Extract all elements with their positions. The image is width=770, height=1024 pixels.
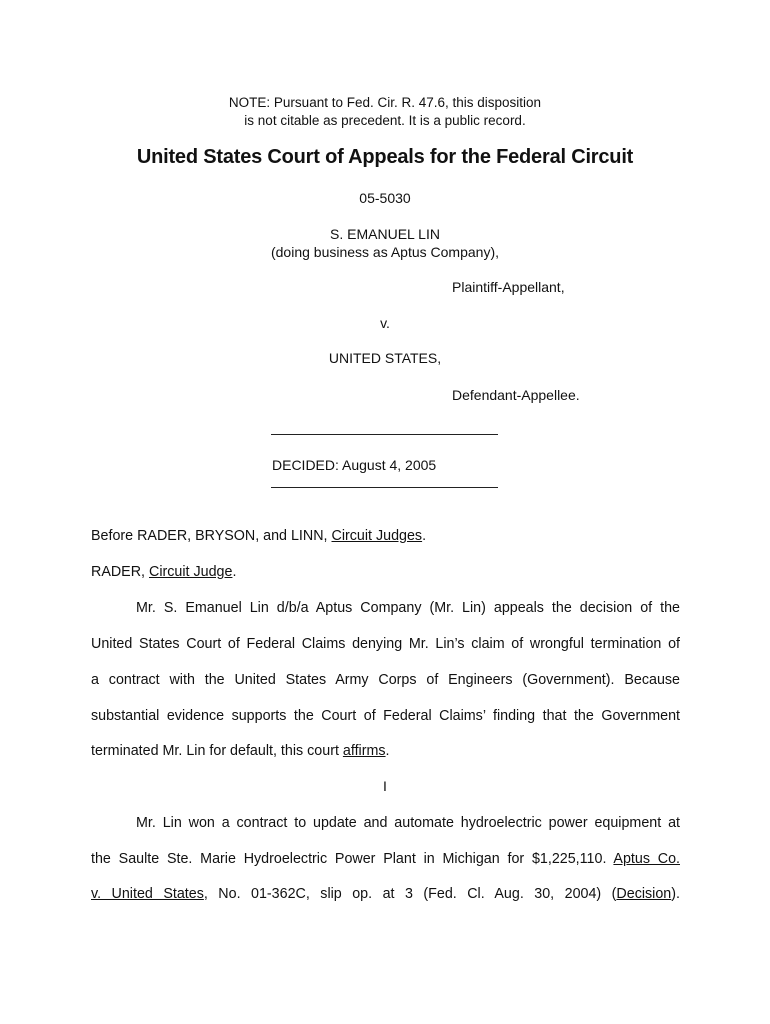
appellee-role: Defendant-Appellee. xyxy=(452,387,580,403)
versus: v. xyxy=(380,315,390,331)
decided-date: DECIDED: August 4, 2005 xyxy=(272,457,437,473)
para2-line-1: Mr. Lin won a contract to update and automate hydroelectric power equipment at xyxy=(136,815,680,831)
section-heading: I xyxy=(383,778,387,794)
para1-line-1: Mr. S. Emanuel Lin d/b/a Aptus Company (Mr. Lin) appeals the decision of the xyxy=(136,600,680,616)
author-line: RADER, Circuit Judge. xyxy=(91,564,237,580)
court-name: United States Court of Appeals for the Federal Circuit xyxy=(136,146,634,168)
para2-line-3: v. United States, No. 01-362C, slip op. at 3 (Fed. Cl. Aug. 30, 2004) (Decision). xyxy=(91,886,680,902)
note-line-2: is not citable as precedent. It is a public record. xyxy=(244,113,526,128)
divider-bottom xyxy=(271,487,498,488)
appellant-name: S. EMANUEL LIN xyxy=(330,226,440,242)
appellant-role: Plaintiff-Appellant, xyxy=(452,279,565,295)
appellee-name: UNITED STATES, xyxy=(328,350,442,366)
panel-line: Before RADER, BRYSON, and LINN, Circuit Judges. xyxy=(91,528,427,544)
para1-line-5: terminated Mr. Lin for default, this court affirms. xyxy=(91,743,390,759)
para2-line-2: the Saulte Ste. Marie Hydroelectric Power Plant in Michigan for $1,225,110. Aptus Co. xyxy=(91,851,680,867)
docket-number: 05-5030 xyxy=(359,190,411,206)
para1-line-3: a contract with the United States Army Corps of Engineers (Government). Because xyxy=(91,672,680,688)
divider-top xyxy=(271,434,498,435)
para1-line-4: substantial evidence supports the Court of Federal Claims’ finding that the Government xyxy=(91,708,680,724)
note-line-1: NOTE: Pursuant to Fed. Cir. R. 47.6, this disposition xyxy=(228,95,542,110)
para1-line-2: United States Court of Federal Claims denying Mr. Lin’s claim of wrongful termination of xyxy=(91,636,680,652)
appellant-dba: (doing business as Aptus Company), xyxy=(270,244,499,260)
